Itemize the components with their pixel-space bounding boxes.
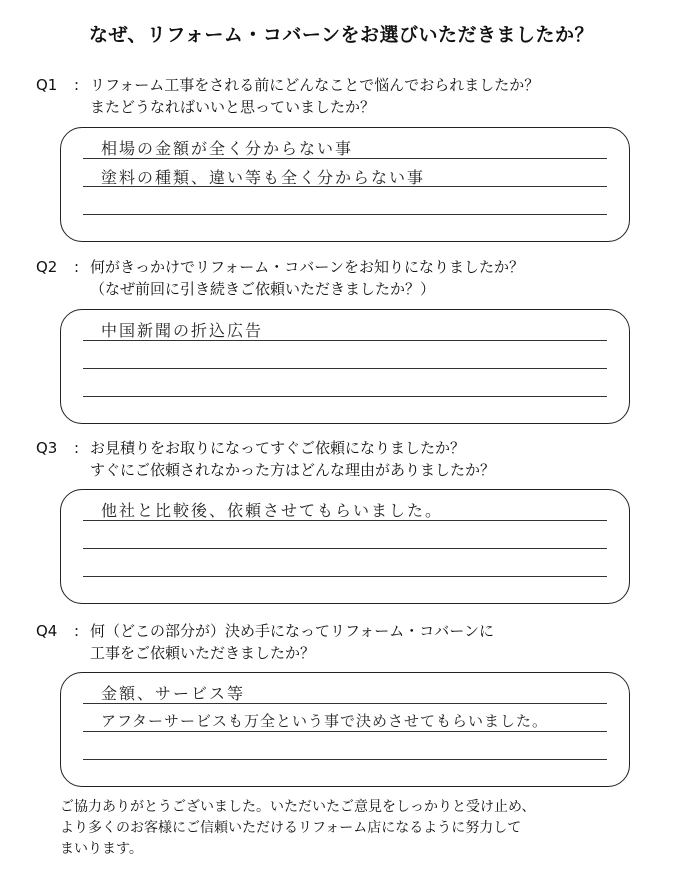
handwritten-answer: 金額、サービス等 [101, 684, 246, 703]
closing-line: より多くのお客様にご信頼いただけるリフォーム店になるように努力して [60, 820, 522, 836]
page-title: なぜ、リフォーム・コバーンをお選びいただきましたか？ [88, 24, 595, 46]
question-number: Q1 [36, 76, 58, 94]
answer-line [83, 731, 607, 732]
question-text: （なぜ前回に引き続きご依頼いただきましたか？） [90, 280, 436, 298]
answer-box-2 [60, 309, 630, 424]
question-text: 何がきっかけでリフォーム・コバーンをお知りになりましたか？ [90, 258, 524, 276]
handwritten-answer: 相場の金額が全く分からない事 [101, 139, 354, 158]
question-text: リフォーム工事をされる前にどんなことで悩んでおられましたか？ [90, 76, 540, 94]
closing-message [60, 797, 660, 860]
question-text: またどうなればいいと思っていましたか？ [90, 98, 376, 116]
answer-box-1 [60, 127, 630, 242]
answer-box-4 [60, 672, 630, 787]
answer-line [83, 396, 607, 397]
handwritten-answer: 中国新聞の折込広告 [101, 321, 264, 340]
answer-line [83, 759, 607, 760]
handwritten-answer: 塗料の種類、違い等も全く分からない事 [101, 168, 426, 187]
handwritten-answer: 他社と比較後、依頼させてもらいました。 [101, 501, 444, 520]
question-4: Q4 : 何（どこの部分が）決め手になってリフォーム・コバーンに 工事をご依頼いただきましたか？ [36, 622, 494, 662]
question-1: Q1 : リフォーム工事をされる前にどんなことで悩んでおられましたか？ またどうなればいいと思っていましたか？ [36, 76, 540, 116]
answer-box-3 [60, 489, 630, 604]
question-number: Q3 [36, 439, 58, 457]
answer-line [83, 214, 607, 215]
closing-line: まいります。 [60, 841, 143, 857]
answer-line [83, 548, 607, 549]
question-text: 何（どこの部分が）決め手になってリフォーム・コバーンに [90, 622, 494, 640]
question-2: Q2 : 何がきっかけでリフォーム・コバーンをお知りになりましたか？ （なぜ前回に引き続きご依頼いただきましたか？） [36, 258, 524, 298]
question-text: 工事をご依頼いただきましたか？ [90, 644, 316, 662]
answer-line [83, 368, 607, 369]
closing-line: ご協力ありがとうございました。いただいたご意見をしっかりと受け止め、 [60, 799, 536, 815]
handwritten-answer: アフターサービスも万全という事で決めさせてもらいました。 [101, 712, 548, 730]
question-number: Q4 [36, 622, 58, 640]
answer-line [83, 576, 607, 577]
question-number: Q2 [36, 258, 58, 276]
question-text: すぐにご依頼されなかった方はどんな理由がありましたか？ [90, 461, 496, 479]
question-text: お見積りをお取りになってすぐご依頼になりましたか？ [90, 439, 466, 457]
question-3: Q3 : お見積りをお取りになってすぐご依頼になりましたか？ すぐにご依頼されなかった方はどんな理由がありましたか？ [36, 439, 496, 479]
